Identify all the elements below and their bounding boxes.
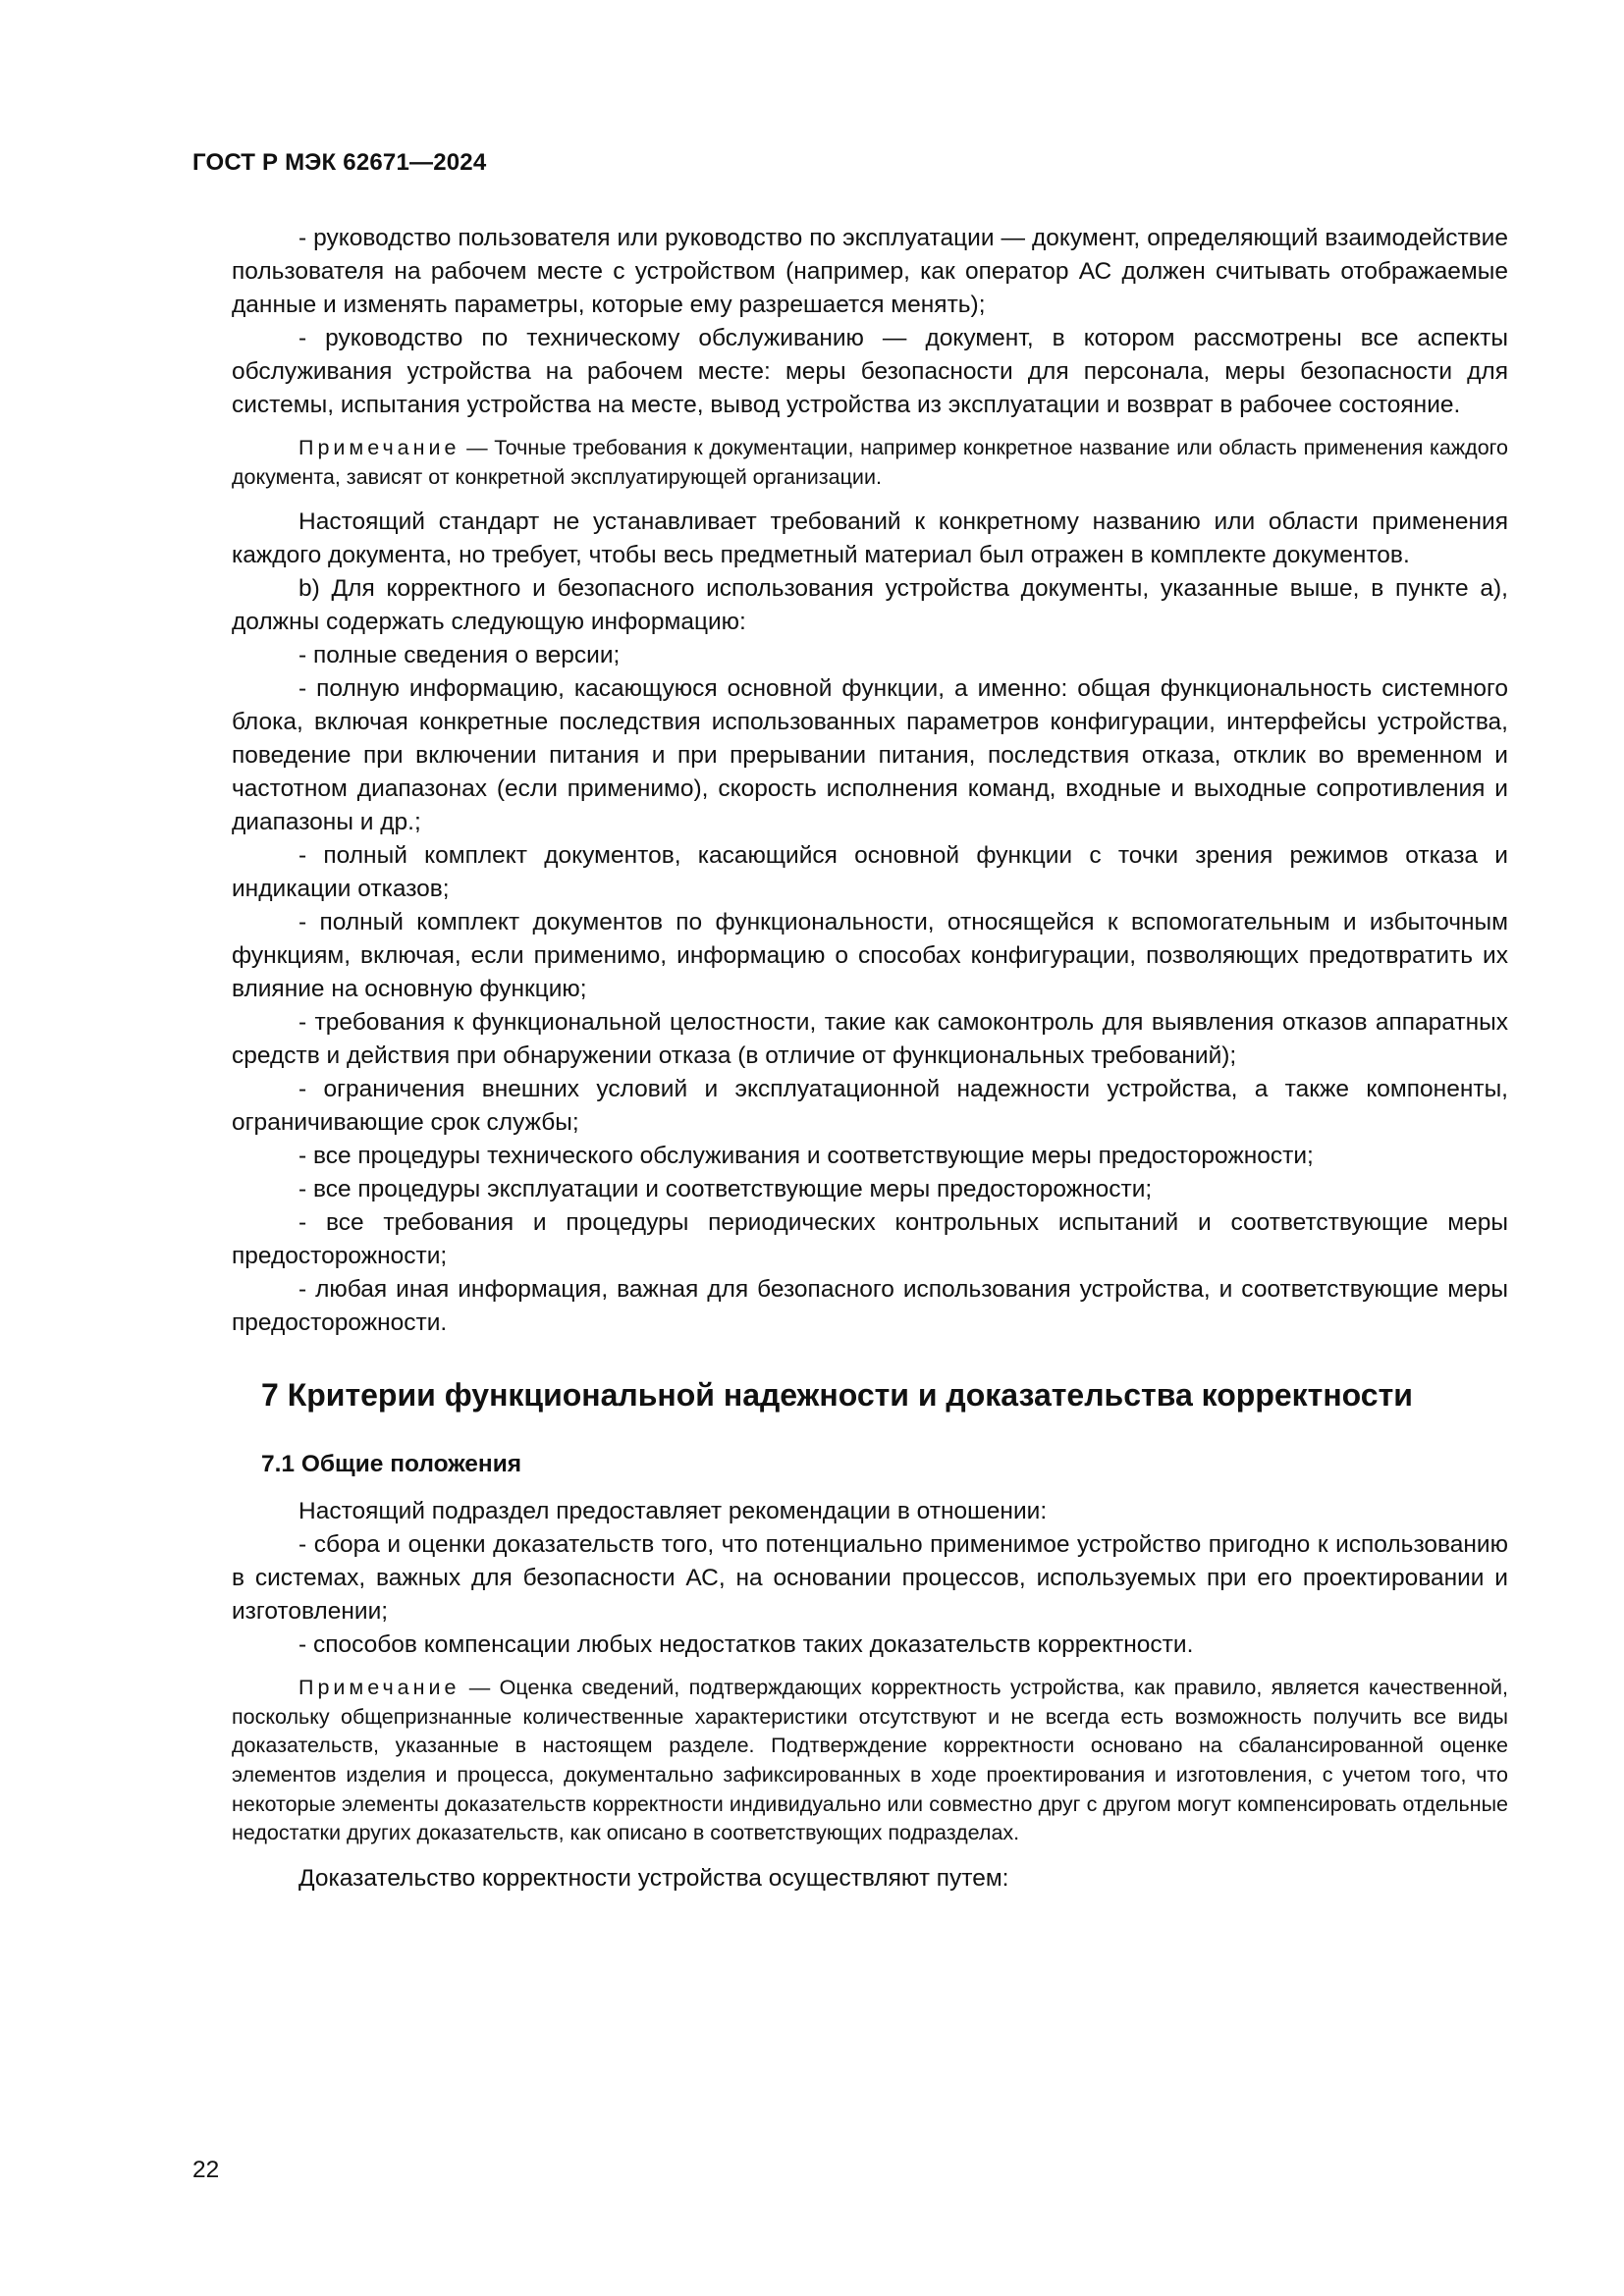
list-item-maintenance-manual: - руководство по техническому обслуживанию — документ, в котором рассмотрены все аспекты обслуживания устройства на рабочем месте: меры безопасности для персонала, меры безопасности для системы, испытания устройства на месте, вывод устройства из эксплуатации и возврат в рабочее состояние. <box>232 325 1508 418</box>
paragraph-item-b: b) Для корректного и безопасного использования устройства документы, указанные выше, в пункте а), должны содержать следующую информацию: <box>232 575 1508 636</box>
list-item-auxiliary-functions: - полный комплект документов по функциональности, относящейся к вспомогательным и избыточным функциям, включая, если применимо, информацию о способах конфигурации, позволяющих предотвратить их влияние на основную функцию; <box>232 909 1508 1003</box>
list-item-main-function: - полную информацию, касающуюся основной функции, а именно: общая функциональность системного блока, включая конкретные последствия использованных параметров конфигурации, интерфейсы устройства, поведение при включении питания и при прерывании питания, последствия отказа, отклик во временном и частотном диапазонах (если применимо), скорость исполнения команд, входные и выходные сопротивления и диапазоны и др.; <box>232 675 1508 836</box>
list-item-evidence-collection: - сбора и оценки доказательств того, что потенциально применимое устройство пригодно к использованию в системах, важных для безопасности АС, на основании процессов, используемых при его проектировании и изготовлении; <box>232 1531 1508 1626</box>
page-number: 22 <box>192 2157 220 2183</box>
note-documentation <box>232 434 1508 492</box>
paragraph-standard-scope: Настоящий стандарт не устанавливает требований к конкретному названию или области применения каждого документа, но требует, чтобы весь предметный материал был отражен в комплекте документов. <box>232 508 1508 569</box>
note-evidence-assessment <box>232 1674 1508 1848</box>
list-item-compensation: - способов компенсации любых недостатков таких доказательств корректности. <box>298 1631 1194 1659</box>
note-text: — Точные требования к документации, например конкретное название или область применения каждого документа, зависят от конкретной эксплуатирующей организации. <box>232 436 1508 489</box>
note-text: — Оценка сведений, подтверждающих корректность устройства, как правило, является качественной, поскольку общепризнанные количественные характеристики отсутствуют и не всегда есть возможность получить все виды доказательств, указанные в настоящем разделе. Подтверждение корректности основано на сбалансированной оценке элементов изделия и процесса, документально зафиксированных в ходе проектирования и изготовления, с учетом того, что некоторые элементы доказательств корректности индивидуально или совместно друг с другом могут компенсировать отдельные недостатки других доказательств, как описано в соответствующих подразделах. <box>232 1676 1508 1845</box>
section-7-1-heading: 7.1 Общие положения <box>261 1451 522 1478</box>
list-item-operation-procedures: - все процедуры эксплуатации и соответствующие меры предосторожности; <box>298 1176 1153 1203</box>
list-item-version: - полные сведения о версии; <box>298 642 621 669</box>
section-7-heading: 7 Критерии функциональной надежности и доказательства корректности <box>261 1377 1413 1414</box>
document-code-header: ГОСТ Р МЭК 62671—2024 <box>192 149 487 176</box>
list-item-user-manual: - руководство пользователя или руководство по эксплуатации — документ, определяющий взаимодействие пользователя на рабочем месте с устройством (например, как оператор АС должен считывать отображаемые данные и изменять параметры, которые ему разрешается менять); <box>232 225 1508 318</box>
note-label: Примечание <box>298 436 460 459</box>
list-item-other-info: - любая иная информация, важная для безопасного использования устройства, и соответствующие меры предосторожности. <box>232 1276 1508 1337</box>
note-label: Примечание <box>298 1676 460 1700</box>
paragraph-proof-method: Доказательство корректности устройства осуществляют путем: <box>298 1864 1009 1892</box>
list-item-failure-modes: - полный комплект документов, касающийся основной функции с точки зрения режимов отказа и индикации отказов; <box>232 842 1508 903</box>
list-item-maintenance-procedures: - все процедуры технического обслуживания и соответствующие меры предосторожности; <box>298 1143 1314 1170</box>
page-content <box>232 222 1508 1896</box>
list-item-proof-tests: - все требования и процедуры периодических контрольных испытаний и соответствующие меры предосторожности; <box>232 1209 1508 1270</box>
list-item-integrity-requirements: - требования к функциональной целостности, такие как самоконтроль для выявления отказов аппаратных средств и действия при обнаружении отказа (в отличие от функциональных требований); <box>232 1009 1508 1070</box>
paragraph-subsection-intro: Настоящий подраздел предоставляет рекомендации в отношении: <box>298 1498 1048 1525</box>
list-item-environmental-limits: - ограничения внешних условий и эксплуатационной надежности устройства, а также компоненты, ограничивающие срок службы; <box>232 1076 1508 1137</box>
